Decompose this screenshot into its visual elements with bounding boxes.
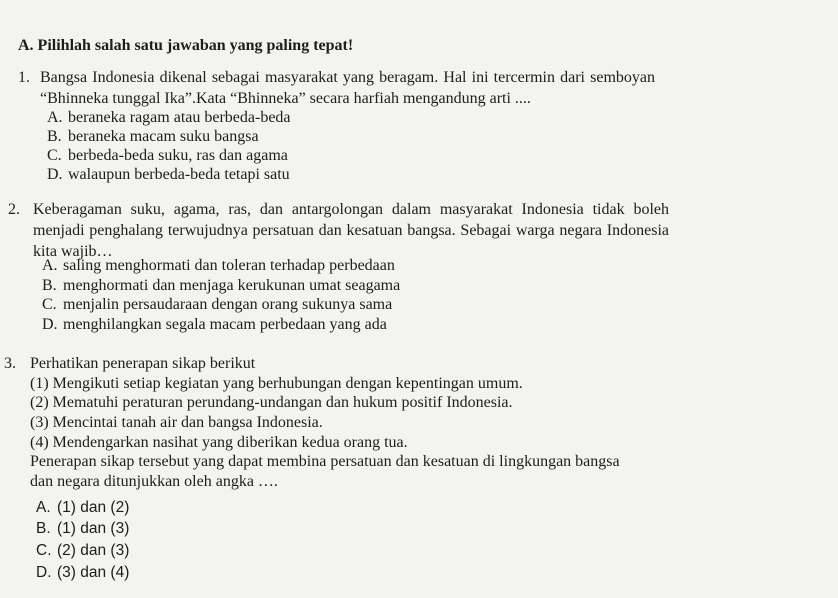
option-text: menghilangkan segala macam perbedaan yang ada	[63, 316, 387, 333]
option-letter: D.	[42, 316, 58, 333]
option-text: beraneka macam suku bangsa	[68, 128, 259, 145]
option-text: menjalin persaudaraan dengan orang sukunya sama	[63, 296, 393, 313]
question-1-text: Bangsa Indonesia dikenal sebagai masyarakat yang beragam. Hal ini tercermin dari semboyan “Bhinneka tunggal Ika”.Kata “Bhinneka” secara harfiah mengandung arti ....	[40, 69, 655, 107]
question-3-intro: Perhatikan penerapan sikap berikut	[30, 355, 256, 372]
question-3-option-d	[36, 563, 129, 583]
section-title: A. Pilihlah salah satu jawaban yang paling tepat!	[18, 37, 354, 54]
question-2-option-b	[42, 276, 400, 296]
question-2-number: 2.	[8, 201, 20, 218]
question-2-option-d	[42, 315, 387, 335]
question-3-question-line-2: dan negara ditunjukkan oleh angka ….	[30, 473, 278, 490]
question-3-item-1: (1) Mengikuti setiap kegiatan yang berhubungan dengan kepentingan umum.	[30, 375, 523, 392]
question-1-option-b	[47, 127, 259, 147]
option-letter: B.	[47, 128, 62, 145]
option-letter: A.	[42, 257, 58, 274]
question-2-option-c	[42, 295, 392, 315]
question-3-number: 3.	[4, 355, 16, 372]
option-text: beraneka ragam atau berbeda-beda	[68, 109, 291, 126]
option-text: (1) dan (2)	[57, 499, 130, 516]
question-3-item-4: (4) Mendengarkan nasihat yang diberikan kedua orang tua.	[30, 434, 408, 451]
question-1-option-c	[47, 146, 288, 166]
option-letter: C.	[47, 147, 62, 164]
question-1-number: 1.	[18, 69, 30, 86]
option-letter: B.	[36, 520, 51, 537]
option-text: (2) dan (3)	[57, 542, 130, 559]
option-letter: C.	[42, 296, 57, 313]
option-text: menghormati dan menjaga kerukunan umat seagama	[63, 277, 401, 294]
question-1-option-d	[47, 165, 290, 185]
option-letter: A.	[47, 109, 63, 126]
option-text: berbeda-beda suku, ras dan agama	[68, 147, 288, 164]
option-letter: B.	[42, 277, 57, 294]
option-letter: D.	[47, 166, 63, 183]
question-3-question-line-1: Penerapan sikap tersebut yang dapat membina persatuan dan kesatuan di lingkungan bangsa	[30, 453, 620, 470]
option-text: saling menghormati dan toleran terhadap perbedaan	[63, 257, 395, 274]
question-2-text: Keberagaman suku, agama, ras, dan antargolongan dalam masyarakat Indonesia tidak boleh menjadi penghalang terwujudnya persatuan dan kesatuan bangsa. Sebagai warga negara Indonesia kita wajib…	[33, 201, 669, 260]
question-1-option-a	[47, 108, 291, 128]
question-3-option-a	[36, 498, 129, 518]
option-letter: A.	[36, 499, 51, 516]
option-letter: D.	[36, 564, 52, 581]
question-3-item-2: (2) Mematuhi peraturan perundang-undangan dan hukum positif Indonesia.	[30, 394, 513, 411]
question-3-option-c	[36, 541, 129, 561]
option-text: walaupun berbeda-beda tetapi satu	[68, 166, 290, 183]
question-3-item-3: (3) Mencintai tanah air dan bangsa Indonesia.	[30, 414, 323, 431]
option-text: (3) dan (4)	[57, 564, 130, 581]
option-text: (1) dan (3)	[57, 520, 130, 537]
option-letter: C.	[36, 542, 52, 559]
question-2-option-a	[42, 256, 395, 276]
question-3-option-b	[36, 519, 129, 539]
